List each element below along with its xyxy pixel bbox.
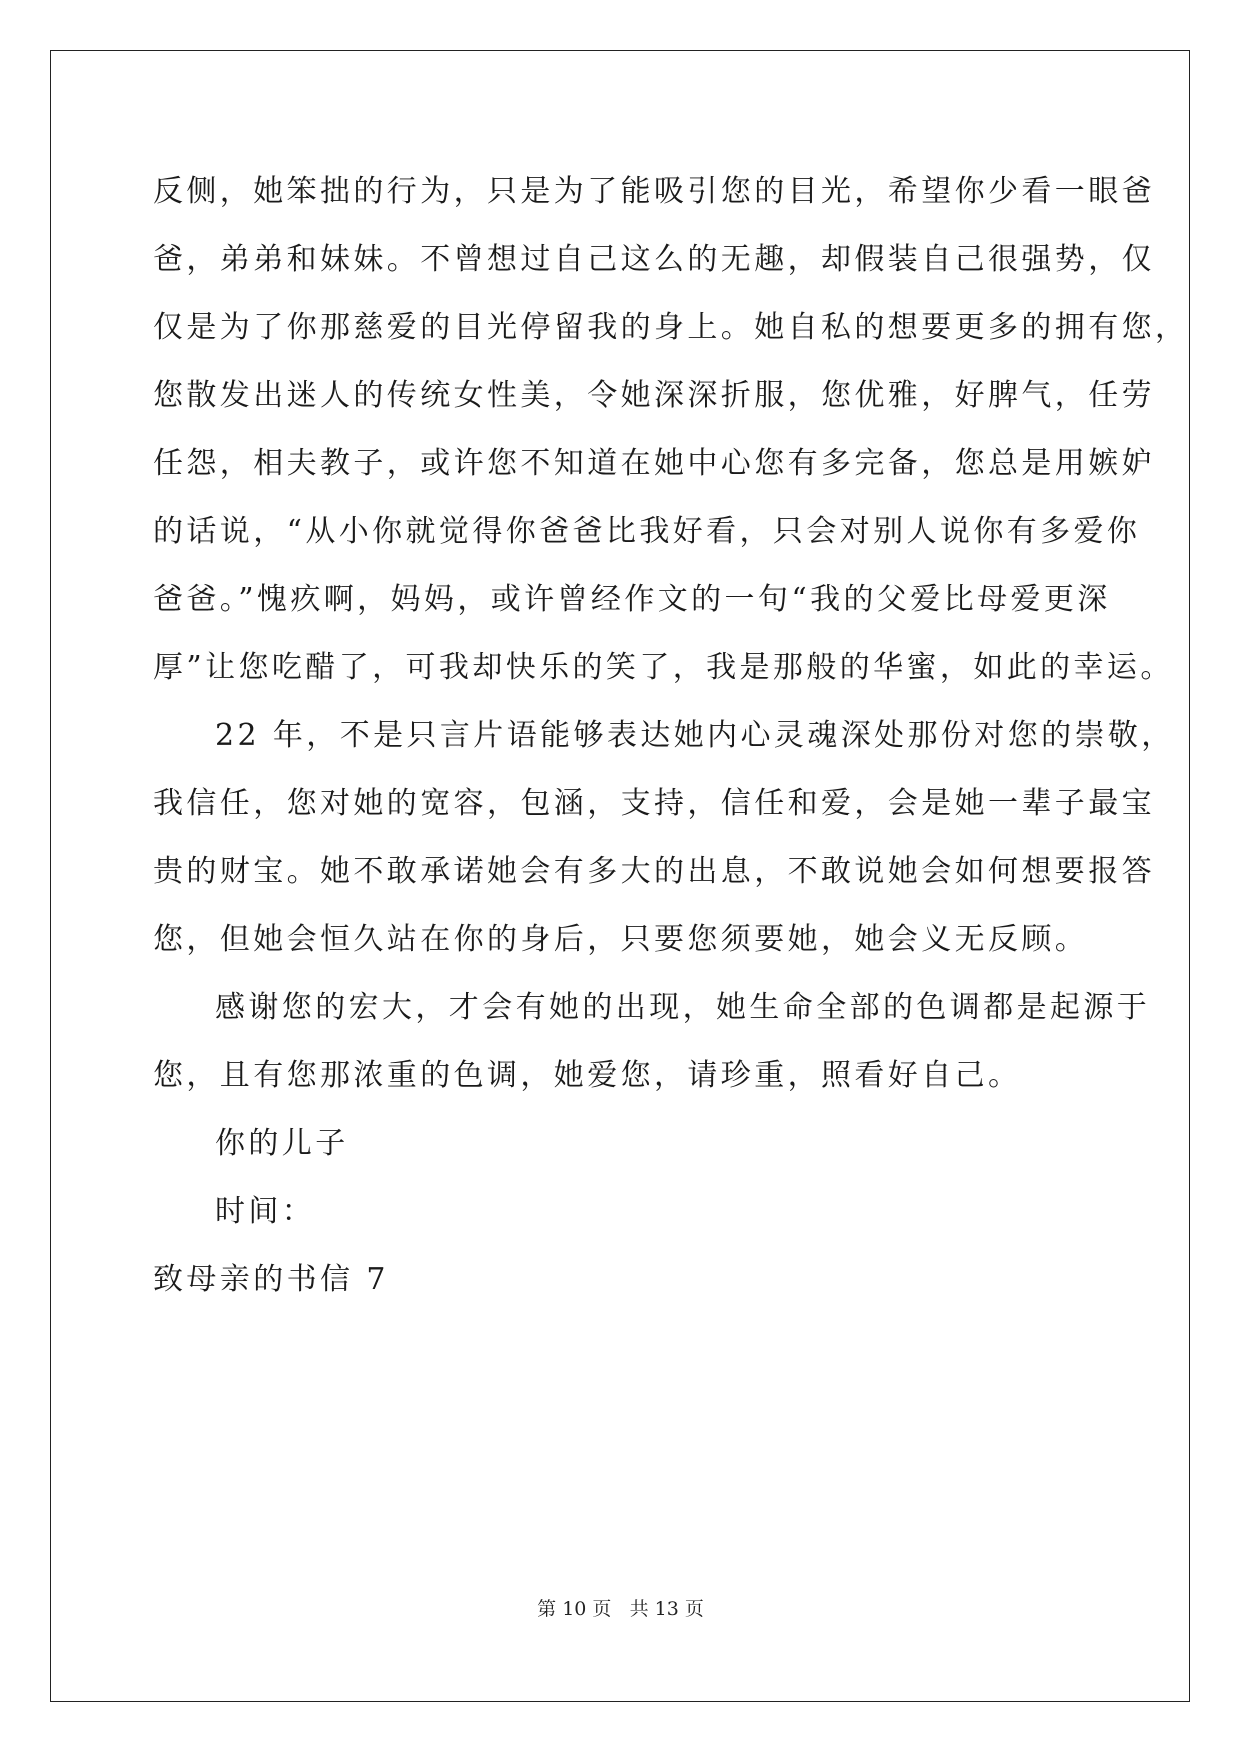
body-text-line: 爸，弟弟和妹妹。不曾想过自己这么的无趣，却假装自己很强势，仅 [153, 242, 1155, 277]
section-heading: 致母亲的书信 7 [153, 1262, 389, 1297]
body-text-line: 我信任，您对她的宽容，包涵，支持，信任和爱，会是她一辈子最宝 [153, 786, 1155, 821]
body-text-line: 的话说，“从小你就觉得你爸爸比我好看，只会对别人说你有多爱你 [153, 514, 1141, 549]
body-text-line: 您散发出迷人的传统女性美，令她深深折服，您优雅，好脾气，任劳 [153, 378, 1155, 413]
body-text-line: 厚”让您吃醋了，可我却快乐的笑了，我是那般的华蜜，如此的幸运。 [153, 650, 1174, 685]
body-text-line: 反侧，她笨拙的行为，只是为了能吸引您的目光，希望你少看一眼爸 [153, 174, 1155, 209]
body-text-line: 爸爸。”愧疚啊，妈妈，或许曾经作文的一句“我的父爱比母爱更深 [153, 582, 1111, 617]
body-text-line: 您，但她会恒久站在你的身后，只要您须要她，她会义无反顾。 [153, 922, 1089, 957]
body-text-line: 22 年，不是只言片语能够表达她内心灵魂深处那份对您的崇敬， [215, 718, 1175, 753]
page-footer [0, 1597, 1241, 1621]
page-total: 共 13 页 [629, 1598, 704, 1620]
body-text-line: 贵的财宝。她不敢承诺她会有多大的出息，不敢说她会如何想要报答 [153, 854, 1155, 889]
date-line: 时间： [215, 1194, 316, 1229]
page-number: 第 10 页 [537, 1598, 612, 1620]
body-text-line: 任怨，相夫教子，或许您不知道在她中心您有多完备，您总是用嫉妒 [153, 446, 1155, 481]
body-text-line: 仅是为了你那慈爱的目光停留我的身上。她自私的想要更多的拥有您， [153, 310, 1189, 345]
body-text-line: 您，且有您那浓重的色调，她爱您，请珍重，照看好自己。 [153, 1058, 1022, 1093]
body-text-line: 感谢您的宏大，才会有她的出现，她生命全部的色调都是起源于 [215, 990, 1151, 1025]
signature-line: 你的儿子 [215, 1126, 349, 1161]
